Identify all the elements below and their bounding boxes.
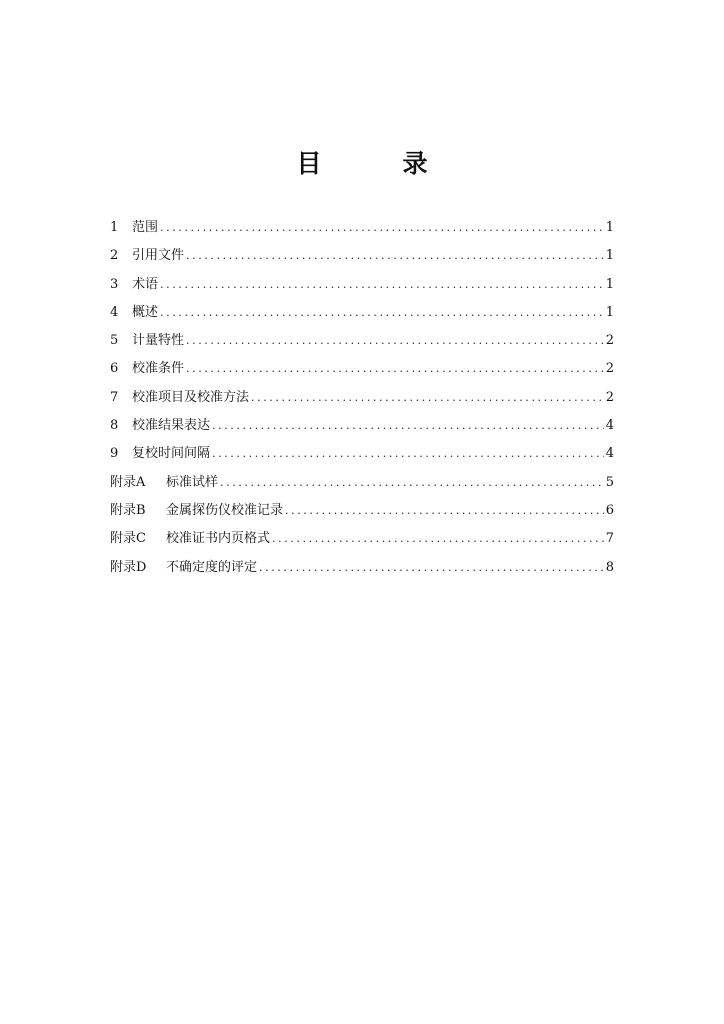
toc-entry-number: 附录A xyxy=(110,474,146,490)
toc-entry-appendix[interactable] xyxy=(110,525,614,553)
toc-entry-page: 5 xyxy=(605,474,614,490)
toc-dot-leader xyxy=(212,440,604,468)
toc-entry-page: 1 xyxy=(605,220,614,235)
toc-entry-number: 9 xyxy=(110,446,119,462)
toc-list xyxy=(110,214,614,582)
toc-entry-title: 复校时间间隔 xyxy=(132,446,211,462)
toc-entry[interactable] xyxy=(110,242,614,270)
toc-dot-leader xyxy=(160,271,604,299)
toc-entry-number: 3 xyxy=(110,276,119,292)
toc-entry-title: 引用文件 xyxy=(132,248,185,264)
toc-entry-title: 金属探伤仪校准记录 xyxy=(166,502,284,518)
toc-entry-appendix[interactable] xyxy=(110,554,614,582)
toc-entry[interactable] xyxy=(110,271,614,299)
toc-dot-leader xyxy=(251,384,604,412)
toc-dot-leader xyxy=(212,412,604,440)
toc-entry-title: 校准证书内页格式 xyxy=(166,531,271,547)
toc-entry[interactable] xyxy=(110,299,614,327)
toc-entry-page: 2 xyxy=(605,333,614,349)
toc-entry-appendix[interactable] xyxy=(110,497,614,525)
toc-entry-appendix[interactable] xyxy=(110,469,614,497)
toc-entry-page: 1 xyxy=(605,304,614,320)
toc-entry[interactable] xyxy=(110,214,614,242)
toc-entry-page: 1 xyxy=(605,276,614,292)
toc-entry-title: 校准结果表达 xyxy=(132,418,211,434)
toc-entry-number: 6 xyxy=(110,361,119,377)
toc-entry-number: 附录C xyxy=(110,531,146,547)
toc-dot-leader xyxy=(186,355,604,383)
toc-entry-title: 术语 xyxy=(132,276,159,292)
toc-entry-title: 概述 xyxy=(132,304,159,320)
toc-entry-page: 4 xyxy=(605,418,614,434)
toc-entry[interactable] xyxy=(110,384,614,412)
toc-dot-leader xyxy=(160,299,604,327)
toc-dot-leader xyxy=(186,327,604,355)
toc-entry-title: 标准试样 xyxy=(166,474,219,490)
toc-dot-leader xyxy=(160,214,604,242)
toc-entry-number: 1 xyxy=(110,220,119,235)
toc-entry-page: 2 xyxy=(605,389,614,405)
toc-entry-number: 8 xyxy=(110,418,119,434)
toc-entry-title: 计量特性 xyxy=(132,333,185,349)
toc-entry-number: 5 xyxy=(110,333,119,349)
toc-title: 目 录 xyxy=(296,149,456,178)
toc-entry-number: 附录D xyxy=(110,559,147,575)
toc-entry-number: 7 xyxy=(110,389,119,405)
toc-entry-page: 4 xyxy=(605,446,614,462)
toc-entry-page: 7 xyxy=(605,531,614,547)
toc-entry-page: 6 xyxy=(605,502,614,518)
toc-entry-title: 校准项目及校准方法 xyxy=(132,389,250,405)
toc-dot-leader xyxy=(259,554,604,582)
toc-dot-leader xyxy=(285,497,604,525)
toc-entry-title: 校准条件 xyxy=(132,361,185,377)
toc-entry-number: 附录B xyxy=(110,502,146,518)
toc-dot-leader xyxy=(272,525,604,553)
toc-entry-number: 4 xyxy=(110,304,119,320)
toc-entry[interactable] xyxy=(110,412,614,440)
toc-entry[interactable] xyxy=(110,440,614,468)
toc-entry-title: 范围 xyxy=(132,220,159,235)
toc-dot-leader xyxy=(186,242,604,270)
toc-entry-page: 1 xyxy=(605,248,614,264)
toc-entry[interactable] xyxy=(110,327,614,355)
toc-entry-page: 2 xyxy=(605,361,614,377)
toc-entry-title: 不确定度的评定 xyxy=(166,559,258,575)
toc-entry-number: 2 xyxy=(110,248,119,264)
toc-entry[interactable] xyxy=(110,355,614,383)
toc-dot-leader xyxy=(220,469,604,497)
toc-entry-page: 8 xyxy=(605,559,614,575)
